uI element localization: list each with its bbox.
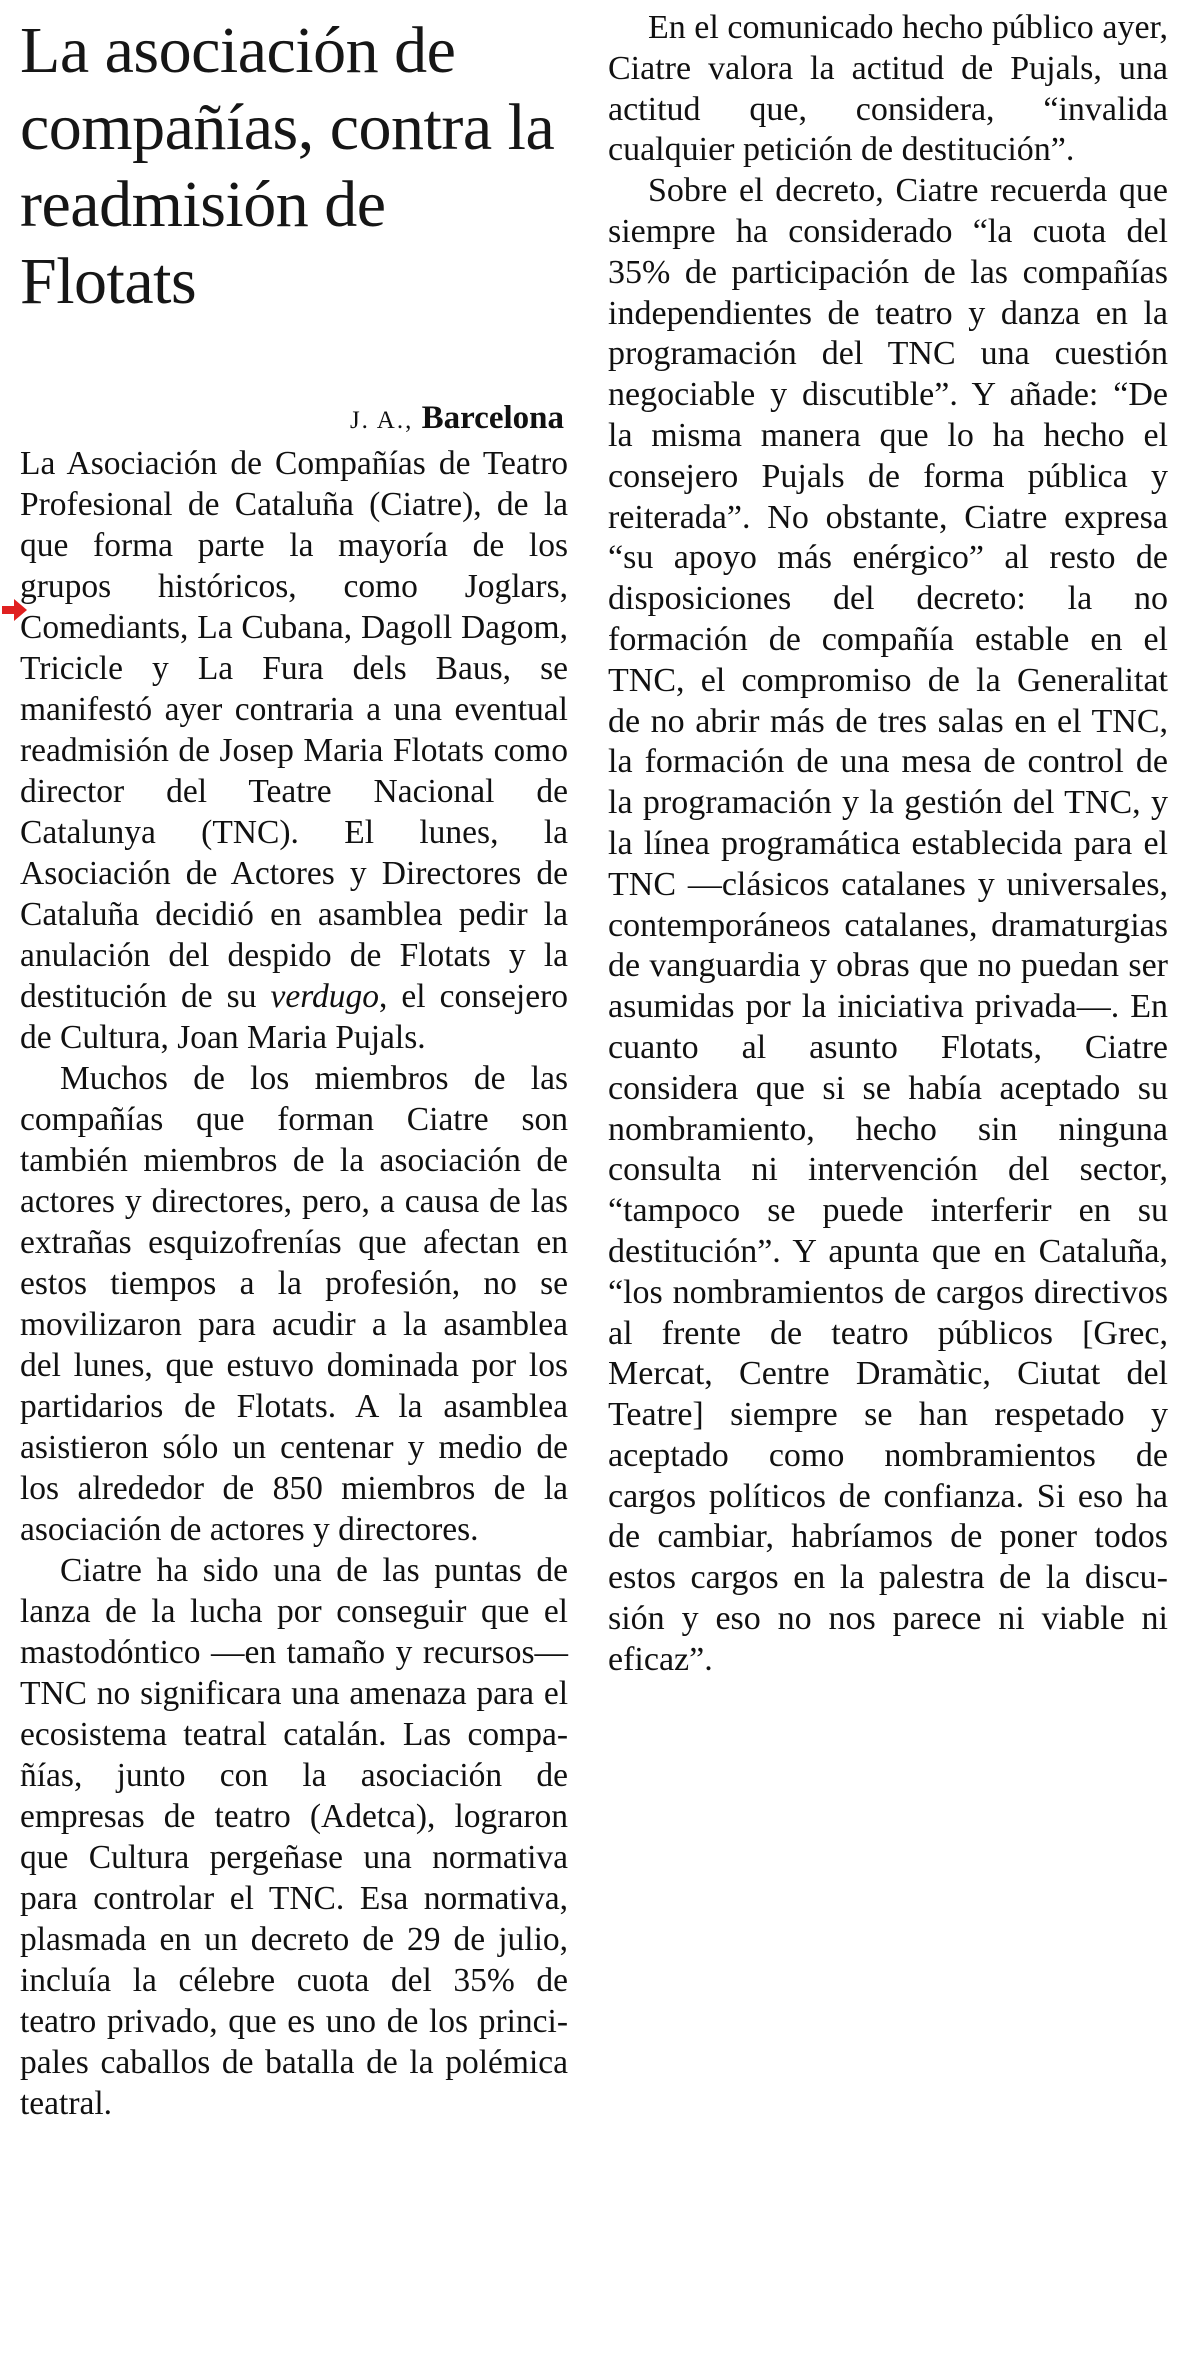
byline-initials: J. A.,	[349, 407, 414, 434]
body-paragraph: Muchos de los miembros de las compañías que forman Ciatre son también miembros de la asociación de actores y directores, pero, a causa de las extrañas esquizofrenías que afectan en estos tiempos a la profesión, no se movilizaron para acudir a la asamblea del lunes, que estuvo dominada por los partidarios de Flotats. A la asamblea asistieron sólo un centenar y medio de los alrededor de 850 miembros de la asociación de actores y directores.	[20, 1060, 568, 1548]
body-paragraph: Ciatre ha sido una de las puntas de lanza de la lucha por conseguir que el mastodóntico —en tamaño y recursos— TNC no significara una amenaza para el ecosistema teatral catalán. Las compañías, junto con la asociación de empresas de teatro (Adetca), lograron que Cultura pergeñase una normativa para controlar el TNC. Esa normativa, plasmada en un decreto de 29 de julio, incluía la célebre cuota del 35% de teatro privado, que es uno de los principales caballos de batalla de la polémica teatral.	[20, 1552, 568, 2122]
body-paragraph: En el comunicado hecho público ayer, Ciatre valora la actitud de Pujals, una actitud que, considera, “invalida cualquier petición de destitución”.	[608, 9, 1168, 169]
byline	[20, 396, 568, 443]
right-column	[608, 8, 1168, 1681]
left-column	[20, 12, 568, 2124]
body-paragraph	[20, 443, 568, 1058]
paragraph-text-tail: , el consejero de Cultura, Joan Maria Pujals.	[20, 978, 568, 1056]
headline: La asociación de compañías, contra la readmisión de Flotats	[20, 14, 555, 318]
body-paragraph: Sobre el decreto, Ciatre recuerda que siempre ha considerado “la cuota del 35% de participación de las compañías independientes de teatro y danza en la programación del TNC una cuestión negociable y discutible”. Y añade: “De la misma manera que lo ha hecho el consejero Pujals de forma pública y reiterada”. No obstante, Ciatre expresa “su apoyo más enérgico” al resto de disposiciones del decreto: la no formación de compañía estable en el TNC, el compromiso de la Generalitat de no abrir más de tres salas en el TNC, la formación de una mesa de control de la programación y la gestión del TNC, y la línea programática establecida para el TNC —clásicos catalanes y universales, contemporáneos catalanes, dramaturgias de vanguardia y obras que no puedan ser asumidas por la iniciativa privada—. En cuanto al asunto Flotats, Ciatre considera que si se había aceptado su nombramiento, hecho sin ninguna consulta ni intervención del sector, “tampoco se puede interferir en su destitución”. Y apunta que en Cataluña, “los nombramientos de cargos directivos al frente de teatro públicos [Grec, Mercat, Centre Dramàtic, Ciutat del Teatre] siempre se han respetado y aceptado como nombramientos de cargos políticos de confianza. Si eso ha de cambiar, habríamos de poner todos estos cargos en la palestra de la discusión y eso no nos parece ni viable ni eficaz”.	[608, 172, 1168, 1678]
byline-place: Barcelona	[421, 400, 564, 436]
emphasized-word: verdugo	[270, 978, 380, 1015]
paragraph-text: La Asociación de Compañías de Teatro Profesional de Cataluña (Ciatre), de la que forma parte la mayoría de los grupos históricos, como Joglars, Comediants, La Cubana, Dagoll Dagom, Tricicle y La Fura dels Baus, se manifestó ayer contraria a una eventual readmisión de Josep Maria Flotats como director del Teatre Nacional de Catalunya (TNC). El lunes, la Asociación de Actores y Directores de Cataluña decidió en asamblea pedir la anulación del despido de Flotats y la destitución de su	[20, 445, 568, 1015]
